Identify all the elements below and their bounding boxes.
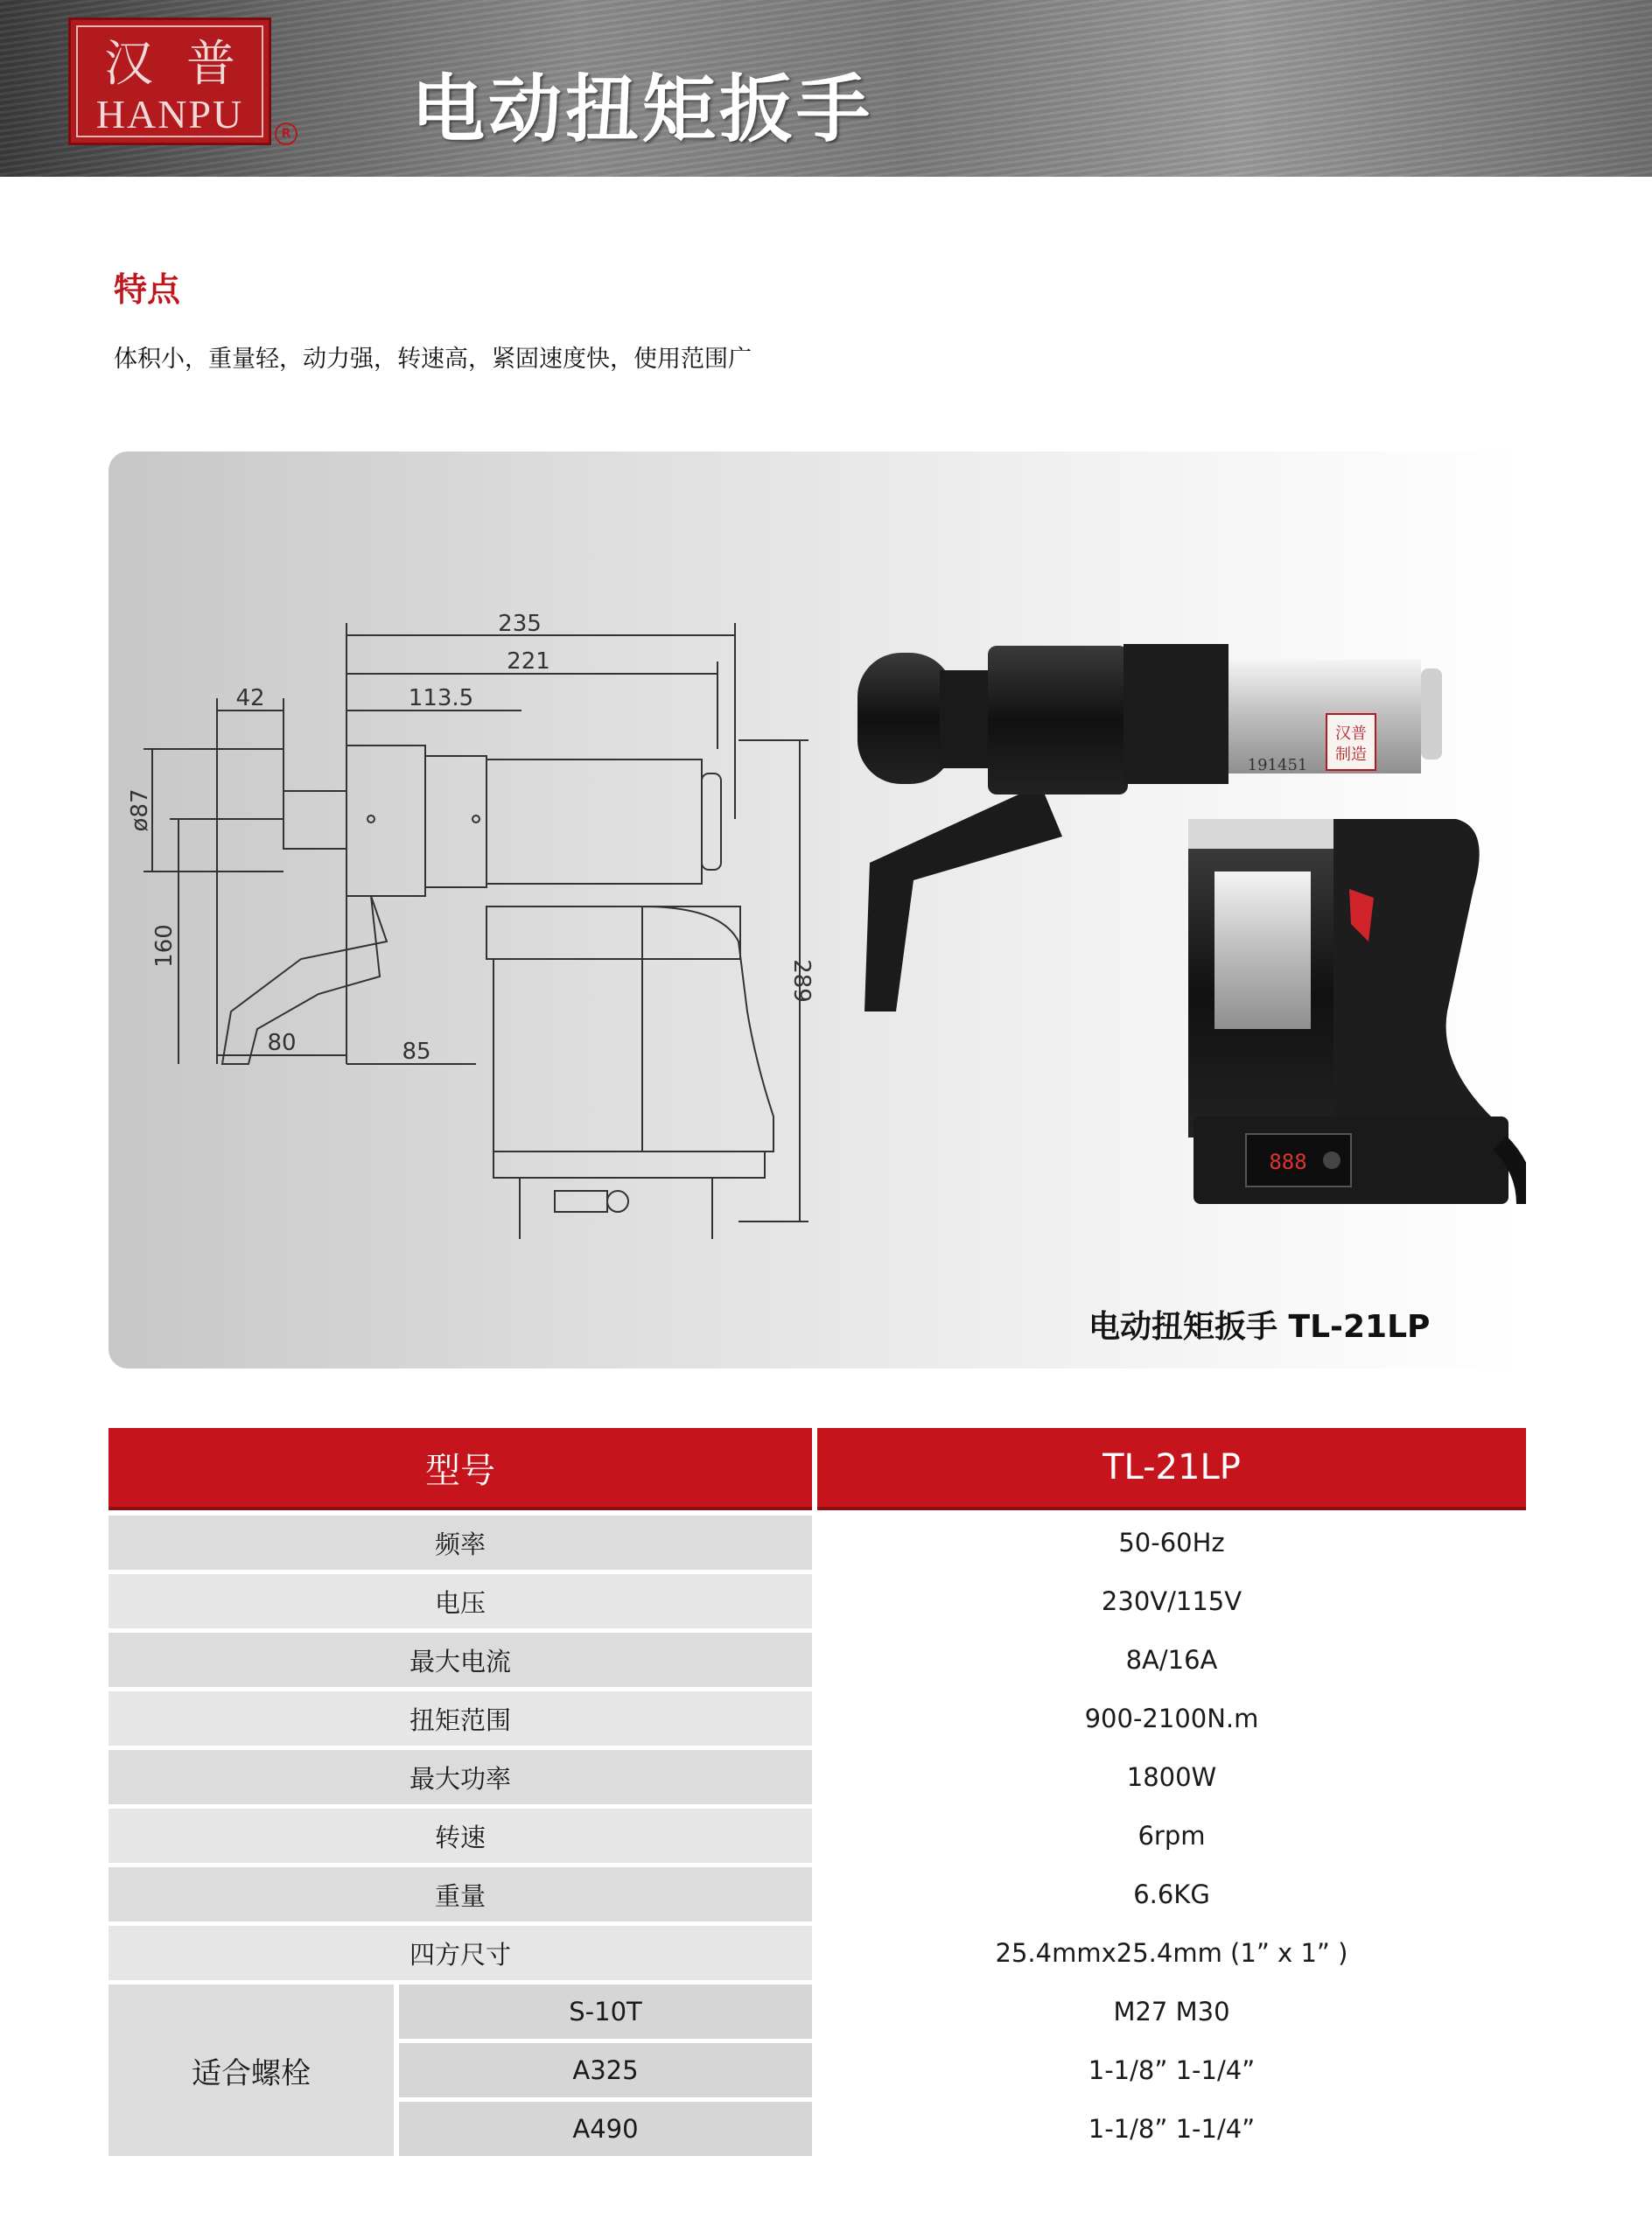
table-row xyxy=(108,1574,1526,1628)
dim-42: 42 xyxy=(235,685,265,711)
bolt-value: 1-1/8” 1-1/4” xyxy=(817,2102,1526,2156)
logo-cn-text: 汉普 xyxy=(104,36,269,93)
registered-mark: R xyxy=(275,122,298,145)
table-header-row xyxy=(108,1428,1526,1510)
dim-85: 85 xyxy=(402,1039,431,1065)
dim-160: 160 xyxy=(151,924,178,968)
dim-80: 80 xyxy=(267,1030,297,1056)
table-row xyxy=(108,1809,1526,1863)
header-value: TL-21LP xyxy=(817,1428,1526,1510)
logo-en-text: HANPU xyxy=(95,92,244,136)
row-value: 25.4mmx25.4mm (1” x 1” ) xyxy=(817,1926,1526,1980)
row-value: 6rpm xyxy=(817,1809,1526,1863)
bolt-row xyxy=(108,2043,1526,2097)
row-label: 转速 xyxy=(108,1809,812,1863)
header-banner xyxy=(0,0,1652,177)
bolt-grade: A490 xyxy=(399,2102,812,2156)
row-label: 频率 xyxy=(108,1516,812,1570)
features-text: 体积小，重量轻，动力强，转速高，紧固速度快，使用范围广 xyxy=(114,346,752,373)
table-row xyxy=(108,1516,1526,1570)
serial-number: 191451 xyxy=(1247,756,1308,774)
bolt-value: M27 M30 xyxy=(817,1984,1526,2039)
bolt-grade: S-10T xyxy=(399,1984,812,2039)
bolt-row xyxy=(108,2102,1526,2156)
row-value: 1800W xyxy=(817,1750,1526,1804)
dim-221: 221 xyxy=(507,648,550,675)
hanpu-logo xyxy=(68,18,271,145)
dim-235: 235 xyxy=(498,611,542,637)
table-row xyxy=(108,1633,1526,1687)
dim-87: ø87 xyxy=(127,788,153,832)
bolt-row xyxy=(108,1984,1526,2039)
header-label: 型号 xyxy=(108,1428,812,1510)
bolt-grade: A325 xyxy=(399,2043,812,2097)
dim-289: 289 xyxy=(788,959,815,1003)
bolt-label: 适合螺栓 xyxy=(108,1984,394,2156)
row-label: 四方尺寸 xyxy=(108,1926,812,1980)
table-row xyxy=(108,1691,1526,1746)
row-label: 电压 xyxy=(108,1574,812,1628)
features-heading: 特点 xyxy=(114,270,181,309)
product-image-panel xyxy=(108,452,1526,1368)
row-label: 最大电流 xyxy=(108,1633,812,1687)
badge-line1: 汉普 xyxy=(1335,724,1367,743)
row-label: 重量 xyxy=(108,1867,812,1922)
table-row xyxy=(108,1867,1526,1922)
row-value: 230V/115V xyxy=(817,1574,1526,1628)
row-label: 扭矩范围 xyxy=(108,1691,812,1746)
digital-display: 888 xyxy=(1269,1150,1307,1174)
row-value: 50-60Hz xyxy=(817,1516,1526,1570)
row-value: 6.6KG xyxy=(817,1867,1526,1922)
badge-line2: 制造 xyxy=(1335,746,1367,764)
product-photo xyxy=(108,452,1526,1368)
product-caption: 电动扭矩扳手 TL-21LP xyxy=(1088,1309,1431,1345)
row-value: 8A/16A xyxy=(817,1633,1526,1687)
row-value: 900-2100N.m xyxy=(817,1691,1526,1746)
bolt-value: 1-1/8” 1-1/4” xyxy=(817,2043,1526,2097)
row-label: 最大功率 xyxy=(108,1750,812,1804)
dim-113-5: 113.5 xyxy=(408,685,474,711)
page-title: 电动扭矩扳手 xyxy=(411,66,874,152)
table-row xyxy=(108,1926,1526,1980)
table-row xyxy=(108,1750,1526,1804)
